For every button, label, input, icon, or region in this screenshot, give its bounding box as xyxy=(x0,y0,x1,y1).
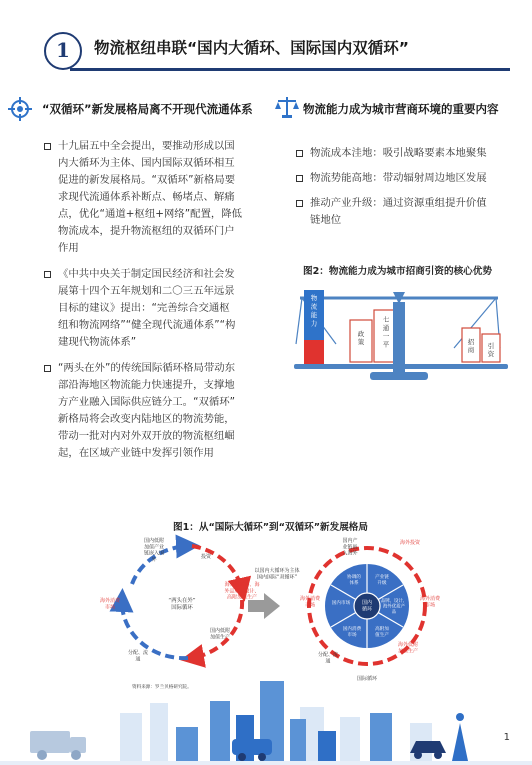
source-footnote: 资料来源：罗兰贝格研究院。 xyxy=(132,685,192,690)
wheel-seg-5: 国内市场 xyxy=(331,601,351,606)
left-node-5: 海外消费市场 xyxy=(99,598,121,611)
wheel-seg-4: 国内消费市场 xyxy=(342,627,362,638)
target-icon xyxy=(8,97,32,121)
right-pan-label-2: 招商 xyxy=(467,337,475,355)
list-item: 物流势能高地：带动辐射周边地区发展 xyxy=(296,170,511,187)
international-circulation-cycle xyxy=(100,537,260,690)
right-pan-label-1: 七通一平 xyxy=(382,315,390,349)
wheel-seg-1: 产业链升级 xyxy=(375,575,389,586)
right-section-title: 物流能力成为城市营商环境的重要内容 xyxy=(303,102,499,116)
outer-node-1: 海外投资 xyxy=(399,540,421,546)
dual-circulation-cycle xyxy=(300,537,441,682)
figure2-caption: 图2：物流能力成为城市招商引资的核心优势 xyxy=(303,266,492,277)
header-rule xyxy=(70,68,510,71)
section-number-badge: 1 xyxy=(44,32,82,70)
wheel-seg-0: 协调的体系 xyxy=(347,575,361,586)
list-item: 物流成本洼地：吸引战略要素本地聚集 xyxy=(296,145,511,162)
left-node-2: 海外原材料、海外品牌、设计、高附加值生产 xyxy=(224,582,260,601)
outer-node-4: 分配、流通 xyxy=(317,652,339,665)
wheel-seg-2: 品牌、设计、海外优质产品 xyxy=(380,599,408,615)
left-section-title: “双循环”新发展格局离不开现代流通体系 xyxy=(42,102,253,116)
outer-node-5: 海外消费市场 xyxy=(419,596,441,609)
left-bullet-list xyxy=(44,138,254,471)
list-item: “两头在外”的传统国际循环格局带动东 部沿海地区物流能力快速提升，支撑地 方产业融入国际供应链分工。“双循环” 新格局将会改变内陆地区的物流势能， 带动一批对内对外双开放的物流枢纽崛 起，在区域产业链中发挥引领作用 xyxy=(44,360,254,462)
left-center-label: “两头在外”国际循环 xyxy=(168,598,196,611)
transition-label: 以国内大循环为主体国内国际“双循环” xyxy=(254,568,300,581)
page-title: 物流枢纽串联“国内大循环、国际国内双循环” xyxy=(94,39,409,57)
wheel-seg-3: 高附加值生产 xyxy=(375,627,389,638)
outer-node-2: 海外消费市场 xyxy=(299,596,321,609)
list-item: 十九届五中全会提出，要推动形成以国 内大循环为主体、国内国际双循环相互 促进的新发展格局。“双循环”新格局要 求现代流通体系补断点、畅堵点、解痛 点，优化“通道+枢纽+网络”配置，降低 物流成本，提升物流枢纽的双循环门户 作用 xyxy=(44,138,254,257)
left-node-3: 国内低附加值生产 xyxy=(209,628,231,641)
city-skyline-illustration xyxy=(0,673,532,765)
outer-node-0: 国内产业链嵌入海外 xyxy=(342,538,358,557)
balance-scale-figure xyxy=(288,282,514,394)
left-node-1: 投资 xyxy=(200,554,212,560)
left-node-4: 分配、流通 xyxy=(127,650,149,663)
figure1-caption: 图1：从“国际大循环”到“双循环”新发展格局 xyxy=(173,522,368,533)
list-item: 《中共中央关于制定国民经济和社会发 展第十四个五年规划和二〇三五年远景 目标的建议》提出：“完善综合交通枢 纽和物流网络”“健全现代流通体系”“构 建现代物流体系” xyxy=(44,266,254,351)
right-pan-label-3: 引资 xyxy=(487,341,495,359)
balance-scale-icon xyxy=(275,95,299,119)
page-header xyxy=(0,22,532,78)
dual-circulation-diagram xyxy=(92,530,442,690)
truck-icon xyxy=(30,731,86,760)
red-block xyxy=(304,340,324,364)
wheel-hub: 国内循环 xyxy=(361,600,373,613)
left-pan-label: 物流能力 xyxy=(310,294,318,328)
outer-node-3: 海外低附加值生产 xyxy=(397,642,419,655)
right-bullet-list xyxy=(296,145,511,238)
international-cycle-label: 国际循环 xyxy=(356,676,378,682)
list-item: 推动产业升级：通过资源重组提升价值 链地位 xyxy=(296,195,511,229)
left-node-0: 国内低附加值产业链嵌入国外 xyxy=(143,538,165,563)
tower-icon xyxy=(452,713,468,761)
page-number: 1 xyxy=(503,732,510,743)
right-pan-label-0: 政策 xyxy=(357,329,365,347)
